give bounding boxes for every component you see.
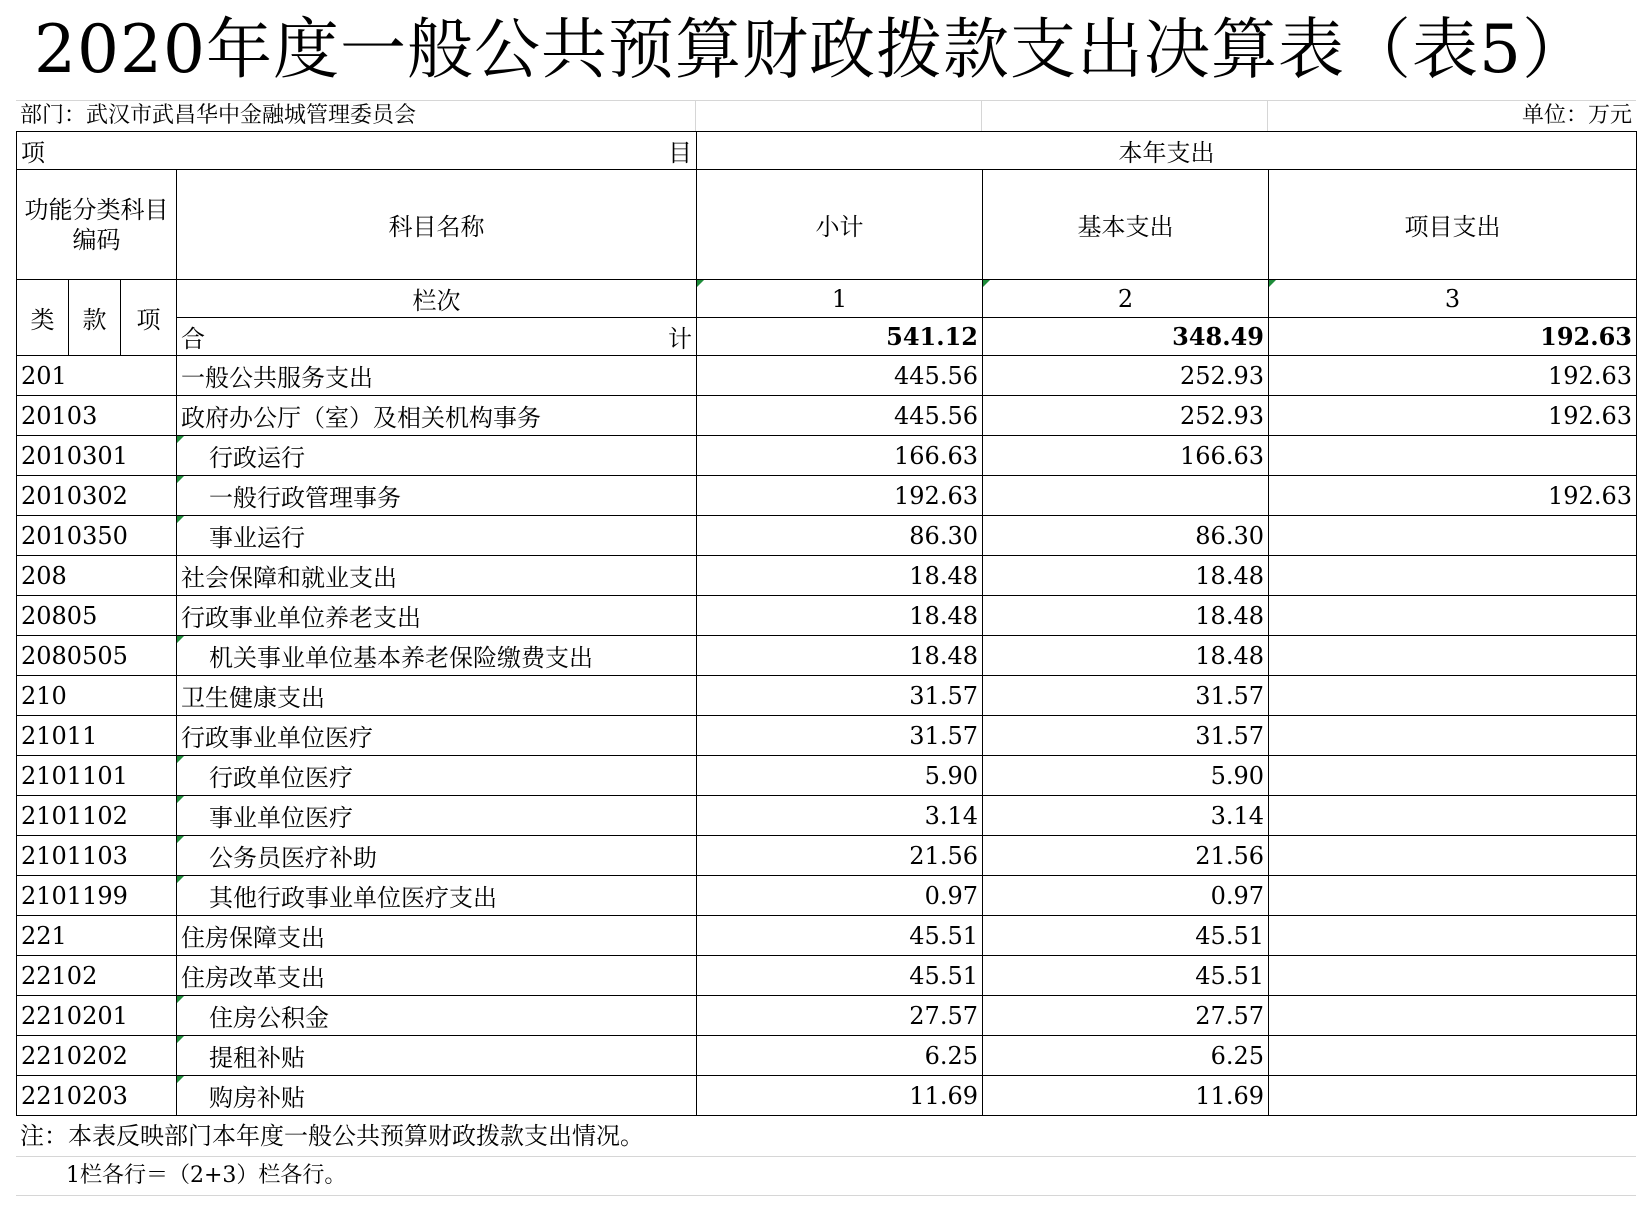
unit-label: 单位：万元 bbox=[1521, 103, 1632, 128]
row-subtotal: 27.57 bbox=[697, 996, 983, 1036]
row-code: 20805 bbox=[17, 596, 177, 636]
row-project bbox=[1269, 916, 1637, 956]
row-basic: 18.48 bbox=[983, 596, 1269, 636]
row-basic: 18.48 bbox=[983, 636, 1269, 676]
table-row bbox=[17, 1036, 1637, 1076]
row-basic: 252.93 bbox=[983, 396, 1269, 436]
header-item-cell bbox=[17, 132, 697, 170]
row-project bbox=[1269, 636, 1637, 676]
header-col-2: 2 bbox=[983, 280, 1269, 318]
table-row bbox=[17, 756, 1637, 796]
report-title: 2020年度一般公共预算财政拨款支出决算表（表5） bbox=[34, 11, 1589, 88]
row-project bbox=[1269, 1076, 1637, 1116]
total-label-left: 合 bbox=[181, 325, 205, 353]
row-basic: 6.25 bbox=[983, 1036, 1269, 1076]
row-basic bbox=[983, 476, 1269, 516]
table-row bbox=[17, 956, 1637, 996]
row-project bbox=[1269, 956, 1637, 996]
header-lei: 类 bbox=[17, 280, 69, 356]
row-name: 社会保障和就业支出 bbox=[177, 556, 697, 596]
row-name: 一般行政管理事务 bbox=[177, 476, 697, 516]
row-basic: 166.63 bbox=[983, 436, 1269, 476]
row-code: 221 bbox=[17, 916, 177, 956]
report-sheet bbox=[16, 0, 1636, 1196]
row-code: 2101102 bbox=[17, 796, 177, 836]
row-code: 20103 bbox=[17, 396, 177, 436]
row-project bbox=[1269, 796, 1637, 836]
total-row bbox=[17, 318, 1637, 356]
table-row bbox=[17, 716, 1637, 756]
note-line-2: 1栏各行＝（2+3）栏各行。 bbox=[16, 1157, 1636, 1196]
row-code: 208 bbox=[17, 556, 177, 596]
header-item-left: 项 bbox=[21, 139, 45, 167]
header-row-1 bbox=[17, 132, 1637, 170]
header-project: 项目支出 bbox=[1269, 170, 1637, 280]
row-project: 192.63 bbox=[1269, 356, 1637, 396]
row-basic: 31.57 bbox=[983, 716, 1269, 756]
header-col-3: 3 bbox=[1269, 280, 1637, 318]
row-subtotal: 18.48 bbox=[697, 556, 983, 596]
row-subtotal: 166.63 bbox=[697, 436, 983, 476]
row-code: 2010350 bbox=[17, 516, 177, 556]
header-subject-name: 科目名称 bbox=[177, 170, 697, 280]
total-subtotal: 541.12 bbox=[697, 318, 983, 356]
budget-table bbox=[16, 131, 1637, 1116]
row-code: 2010301 bbox=[17, 436, 177, 476]
row-subtotal: 6.25 bbox=[697, 1036, 983, 1076]
note-line-1: 注：本表反映部门本年度一般公共预算财政拨款支出情况。 bbox=[16, 1116, 1636, 1157]
row-code: 2080505 bbox=[17, 636, 177, 676]
row-name: 机关事业单位基本养老保险缴费支出 bbox=[177, 636, 697, 676]
row-subtotal: 31.57 bbox=[697, 716, 983, 756]
table-row bbox=[17, 396, 1637, 436]
table-row bbox=[17, 636, 1637, 676]
row-code: 21011 bbox=[17, 716, 177, 756]
row-basic: 252.93 bbox=[983, 356, 1269, 396]
header-col-seq: 栏次 bbox=[177, 280, 697, 318]
header-func-code: 功能分类科目编码 bbox=[17, 170, 177, 280]
row-name: 一般公共服务支出 bbox=[177, 356, 697, 396]
row-project bbox=[1269, 876, 1637, 916]
row-basic: 11.69 bbox=[983, 1076, 1269, 1116]
meta-blank bbox=[982, 101, 1268, 131]
table-row bbox=[17, 476, 1637, 516]
row-project: 192.63 bbox=[1269, 396, 1637, 436]
header-row-2 bbox=[17, 170, 1637, 280]
meta-blank bbox=[696, 101, 982, 131]
row-subtotal: 3.14 bbox=[697, 796, 983, 836]
row-subtotal: 11.69 bbox=[697, 1076, 983, 1116]
meta-row bbox=[16, 100, 1636, 131]
header-subtotal: 小计 bbox=[697, 170, 983, 280]
row-project bbox=[1269, 996, 1637, 1036]
table-row bbox=[17, 356, 1637, 396]
row-code: 2210202 bbox=[17, 1036, 177, 1076]
row-subtotal: 45.51 bbox=[697, 916, 983, 956]
row-project bbox=[1269, 1036, 1637, 1076]
row-code: 2101199 bbox=[17, 876, 177, 916]
header-kuan: 款 bbox=[69, 280, 121, 356]
row-subtotal: 445.56 bbox=[697, 356, 983, 396]
row-name: 住房保障支出 bbox=[177, 916, 697, 956]
table-row bbox=[17, 916, 1637, 956]
row-name: 行政事业单位医疗 bbox=[177, 716, 697, 756]
table-row bbox=[17, 436, 1637, 476]
row-project bbox=[1269, 836, 1637, 876]
row-subtotal: 445.56 bbox=[697, 396, 983, 436]
row-subtotal: 21.56 bbox=[697, 836, 983, 876]
row-subtotal: 0.97 bbox=[697, 876, 983, 916]
row-basic: 45.51 bbox=[983, 916, 1269, 956]
table-row bbox=[17, 596, 1637, 636]
header-basic: 基本支出 bbox=[983, 170, 1269, 280]
row-name: 事业运行 bbox=[177, 516, 697, 556]
row-code: 2101101 bbox=[17, 756, 177, 796]
row-basic: 27.57 bbox=[983, 996, 1269, 1036]
row-subtotal: 31.57 bbox=[697, 676, 983, 716]
department-label: 部门：武汉市武昌华中金融城管理委员会 bbox=[16, 101, 696, 131]
row-name: 住房公积金 bbox=[177, 996, 697, 1036]
row-code: 201 bbox=[17, 356, 177, 396]
row-name: 政府办公厅（室）及相关机构事务 bbox=[177, 396, 697, 436]
header-row-3 bbox=[17, 280, 1637, 318]
row-basic: 21.56 bbox=[983, 836, 1269, 876]
row-name: 住房改革支出 bbox=[177, 956, 697, 996]
table-row bbox=[17, 796, 1637, 836]
row-basic: 5.90 bbox=[983, 756, 1269, 796]
row-project bbox=[1269, 516, 1637, 556]
header-xiang: 项 bbox=[121, 280, 177, 356]
row-code: 2010302 bbox=[17, 476, 177, 516]
row-project bbox=[1269, 716, 1637, 756]
header-year-expense: 本年支出 bbox=[697, 132, 1637, 170]
row-name: 其他行政事业单位医疗支出 bbox=[177, 876, 697, 916]
row-project bbox=[1269, 556, 1637, 596]
total-basic: 348.49 bbox=[983, 318, 1269, 356]
row-name: 行政运行 bbox=[177, 436, 697, 476]
row-name: 卫生健康支出 bbox=[177, 676, 697, 716]
row-basic: 0.97 bbox=[983, 876, 1269, 916]
header-col-1: 1 bbox=[697, 280, 983, 318]
row-name: 公务员医疗补助 bbox=[177, 836, 697, 876]
row-code: 2210203 bbox=[17, 1076, 177, 1116]
table-row bbox=[17, 996, 1637, 1036]
row-subtotal: 18.48 bbox=[697, 636, 983, 676]
header-item-right: 目 bbox=[668, 139, 692, 167]
row-subtotal: 192.63 bbox=[697, 476, 983, 516]
row-code: 2101103 bbox=[17, 836, 177, 876]
row-code: 22102 bbox=[17, 956, 177, 996]
row-basic: 3.14 bbox=[983, 796, 1269, 836]
total-label-cell bbox=[177, 318, 697, 356]
row-basic: 86.30 bbox=[983, 516, 1269, 556]
row-name: 购房补贴 bbox=[177, 1076, 697, 1116]
row-subtotal: 86.30 bbox=[697, 516, 983, 556]
row-name: 事业单位医疗 bbox=[177, 796, 697, 836]
row-project bbox=[1269, 756, 1637, 796]
table-row bbox=[17, 516, 1637, 556]
row-basic: 18.48 bbox=[983, 556, 1269, 596]
row-basic: 31.57 bbox=[983, 676, 1269, 716]
row-name: 行政单位医疗 bbox=[177, 756, 697, 796]
row-code: 2210201 bbox=[17, 996, 177, 1036]
row-subtotal: 45.51 bbox=[697, 956, 983, 996]
total-project: 192.63 bbox=[1269, 318, 1637, 356]
row-project bbox=[1269, 436, 1637, 476]
row-project: 192.63 bbox=[1269, 476, 1637, 516]
row-project bbox=[1269, 676, 1637, 716]
table-body bbox=[17, 356, 1637, 1116]
table-row bbox=[17, 876, 1637, 916]
row-name: 提租补贴 bbox=[177, 1036, 697, 1076]
table-row bbox=[17, 836, 1637, 876]
row-subtotal: 5.90 bbox=[697, 756, 983, 796]
row-name: 行政事业单位养老支出 bbox=[177, 596, 697, 636]
row-code: 210 bbox=[17, 676, 177, 716]
total-label-right: 计 bbox=[668, 325, 692, 353]
row-subtotal: 18.48 bbox=[697, 596, 983, 636]
table-row bbox=[17, 676, 1637, 716]
table-row bbox=[17, 1076, 1637, 1116]
table-row bbox=[17, 556, 1637, 596]
row-project bbox=[1269, 596, 1637, 636]
row-basic: 45.51 bbox=[983, 956, 1269, 996]
